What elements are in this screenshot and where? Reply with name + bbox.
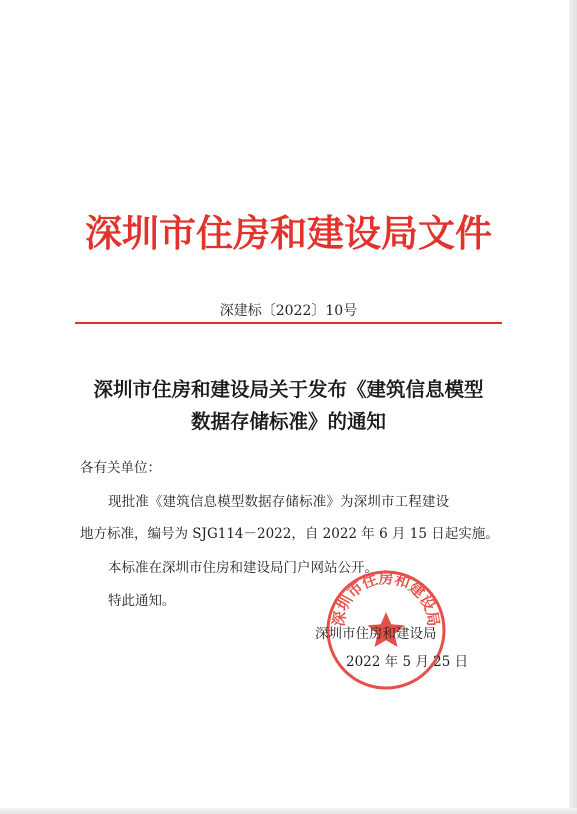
notice-title-line-2: 数据存储标准》的通知	[190, 410, 386, 433]
red-divider-line	[75, 322, 502, 324]
paragraph-1-line-2: 地方标准，编号为 SJG114－2022，自 2022 年 6 月 15 日起实施。	[80, 526, 499, 542]
notice-title	[0, 374, 577, 438]
issue-date: 2022 年 5 月 25 日	[346, 654, 469, 670]
paragraph-3: 特此通知。	[108, 593, 176, 609]
paragraph-1-line-1: 现批准《建筑信息模型数据存储标准》为深圳市工程建设	[108, 494, 450, 510]
notice-title-line-1: 深圳市住房和建设局关于发布《建筑信息模型	[93, 378, 484, 401]
seal-text: 深圳市住房和建设局	[329, 569, 443, 628]
page-edge-shadow-right	[569, 0, 577, 814]
signer-name: 深圳市住房和建设局	[315, 626, 437, 642]
document-number: 深建标〔2022〕10号	[219, 303, 358, 319]
paragraph-2: 本标准在深圳市住房和建设局门户网站公开。	[108, 560, 378, 576]
salutation: 各有关单位：	[80, 460, 161, 476]
agency-header-title: 深圳市住房和建设局文件	[85, 211, 492, 255]
page-edge-shadow-bottom	[0, 808, 577, 814]
